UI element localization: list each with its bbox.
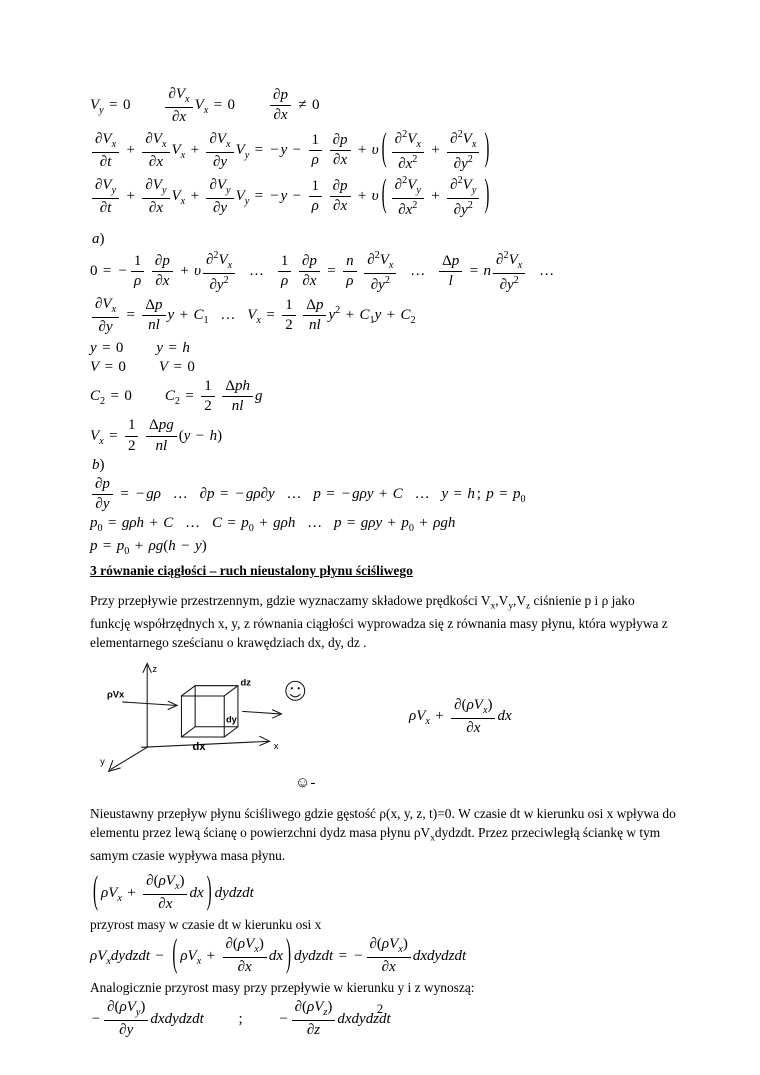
dx-label: dx bbox=[192, 741, 206, 754]
outflow-flux-expression: $\rho V_x$ + $\frac{\partial(\rho V_x)}{\partial x}$ dx bbox=[409, 696, 512, 736]
equation-constants: $C_2 = 0$ $C_2$ = $\frac{1}{2}$ $\frac{\text{Δph}}{nl}$ g bbox=[90, 377, 263, 415]
y-axis-line bbox=[110, 748, 147, 770]
cube-edge-4 bbox=[181, 727, 195, 737]
equation-velocity-profile: $V_x$ = $\frac{1}{2}$ $\frac{\text{Δpg}}{nl}$ (y − h) bbox=[90, 417, 223, 454]
equation-velocity-integration: $\frac{\partial V_x}{\partial y}$ = $\frac{\Delta p}{nl}$ $y + C_1$ … $V_x$ = $\frac{1}{2}$ $\frac{\Delta p}{nl}$ $y^2 + C_1y + C_2$ bbox=[90, 296, 680, 336]
paragraph-unsteady-flow: Nieustawny przepływ płynu ściśliwego gdzie gęstość ρ(x, y, z, t)=0. W czasie dt w kierunku osi x wpływa do elementu przez lewą ścianę o powierzchni dydz masa płynu $\rho V_xdydzdt$. Przez przeciwległą ściankę w tym samym czasie wypływa masa płynu. bbox=[90, 806, 676, 864]
case-b-label: b) bbox=[92, 456, 105, 473]
y-axis-label: y bbox=[100, 755, 105, 767]
x-axis-label: x bbox=[273, 740, 279, 752]
smiley-eye-right bbox=[298, 688, 300, 690]
inflow-arrow-line bbox=[122, 702, 175, 705]
x-axis-arrow bbox=[259, 737, 269, 746]
inflow-label: ρVx bbox=[106, 689, 125, 701]
equation-pressure-final: $p = p_0 + \rho g(h - y)$ bbox=[90, 538, 207, 558]
cube-edge-3 bbox=[224, 727, 238, 737]
page-number: 2 bbox=[376, 1001, 384, 1016]
diagram-labels bbox=[100, 663, 279, 766]
outflow-arrow-line bbox=[242, 712, 280, 715]
section-heading-text: 3 równanie ciągłości – ruch nieustalony płynu ściśliwego bbox=[90, 563, 413, 579]
paragraph-analogous: Analogicznie przyrost masy przy przepływie w kierunku y i z wynoszą: bbox=[90, 980, 475, 996]
section-heading bbox=[90, 563, 680, 579]
equation-pressure-gradient: $\frac{\partial p}{\partial y}$ = − gρ … ∂p = − gρ∂y … p = − gρy + C … y = h ; $p = p_0$ bbox=[90, 476, 680, 514]
equation-mass-balance-yz: − $\frac{\partial(\rho V_y)}{\partial y}$ dxdydzdt ; − $\frac{\partial(\rho V_z)}{\partial z}$ dxdydzdt bbox=[91, 999, 391, 1039]
case-a-label: a) bbox=[92, 230, 105, 247]
smiley-face bbox=[286, 682, 305, 701]
equation-mass-balance-x: $\rho V_xdydzdt$ − ( $\rho V_x$ + $\frac{\partial(\rho V_x)}{\partial x}$ dx ) dydzdt = − $\frac{\partial(\rho V_x)}{\partial x}$ dxdydzdt bbox=[90, 934, 467, 976]
equation-boundary-v: V = 0 V = 0 bbox=[90, 358, 195, 375]
smiley-icon bbox=[286, 682, 305, 701]
smiley-eye-left bbox=[291, 688, 293, 690]
cube-edge-2 bbox=[224, 686, 238, 696]
diagram-row bbox=[98, 660, 680, 773]
equation-outflow-mass: ( $\rho V_x$ + $\frac{\partial(\rho V_x)}{\partial x}$ dx ) dydzdt bbox=[93, 871, 254, 913]
cube-element-diagram bbox=[98, 660, 383, 773]
equation-boundary-y: y = 0 y = h bbox=[90, 339, 190, 356]
smiley-mouth bbox=[290, 695, 300, 698]
cube-edge-1 bbox=[181, 686, 195, 696]
equation-pressure-constants: $p_0 = g\rho h + C$ … $C = p_0 + g\rho h$ … $p = g\rho y + p_0 + \rho gh$ bbox=[90, 515, 456, 535]
dy-label: dy bbox=[225, 713, 237, 725]
z-axis-label: z bbox=[152, 663, 158, 675]
equation-assumptions: $V_y = 0$ $\frac{\partial V_x}{\partial x}$ $V_x = 0$ $\frac{\partial p}{\partial x}$ ≠ 0 bbox=[90, 86, 320, 125]
equation-momentum-x: $\frac{\partial V_x}{\partial t}$ + $\frac{\partial V_x}{\partial x}$ $V_x$ + $\frac{\partial V_x}{\partial y}$ $V_y$ = − y − $\frac{1}{\rho}$ $\frac{\partial p}{\partial x}$ + υ ( $\frac{\partial^2V_x}{\partial x^2}$ + $\frac{\partial^2V_x}{\partial y^2}$ ) bbox=[90, 129, 680, 173]
paragraph-intro: Przy przepływie przestrzennym, gdzie wyznaczamy składowe prędkości $V_x,V_y,V_z$ ciśnienie p i ρ jako funkcję współrzędnych x, y, z równania ciągłości wyprowadza się z równania masy płynu, która wypływa z elementarnego sześcianu o krawędziach dx, dy, dz . bbox=[90, 593, 668, 651]
equation-case-a-reduced: 0 = − $\frac{1}{\rho}$ $\frac{\partial p}{\partial x}$ + υ $\frac{\partial^2V_x}{\partial y^2}$ … $\frac{1}{\rho}$ $\frac{\partial p}{\partial x}$ = $\frac{n}{\rho}$ $\frac{\partial^2V_x}{\partial y^2}$ … $\frac{\Delta p}{l}$ = n $\frac{\partial^2V_x}{\partial y^2}$ … bbox=[90, 249, 555, 293]
dz-label: dz bbox=[240, 677, 251, 689]
equation-momentum-y: $\frac{\partial V_y}{\partial t}$ + $\frac{\partial V_y}{\partial x}$ $V_x$ + $\frac{\partial V_y}{\partial y}$ $V_y$ = − y − $\frac{1}{\rho}$ $\frac{\partial p}{\partial x}$ + υ ( $\frac{\partial^2V_y}{\partial x^2}$ + $\frac{\partial^2V_y}{\partial y^2}$ ) bbox=[90, 175, 680, 219]
cube bbox=[181, 686, 238, 737]
cube-front-face bbox=[181, 696, 224, 737]
paragraph-mass-increase: przyrost masy w czasie dt w kierunku osi x bbox=[90, 917, 322, 933]
smiley-note: ☺- bbox=[295, 775, 316, 792]
